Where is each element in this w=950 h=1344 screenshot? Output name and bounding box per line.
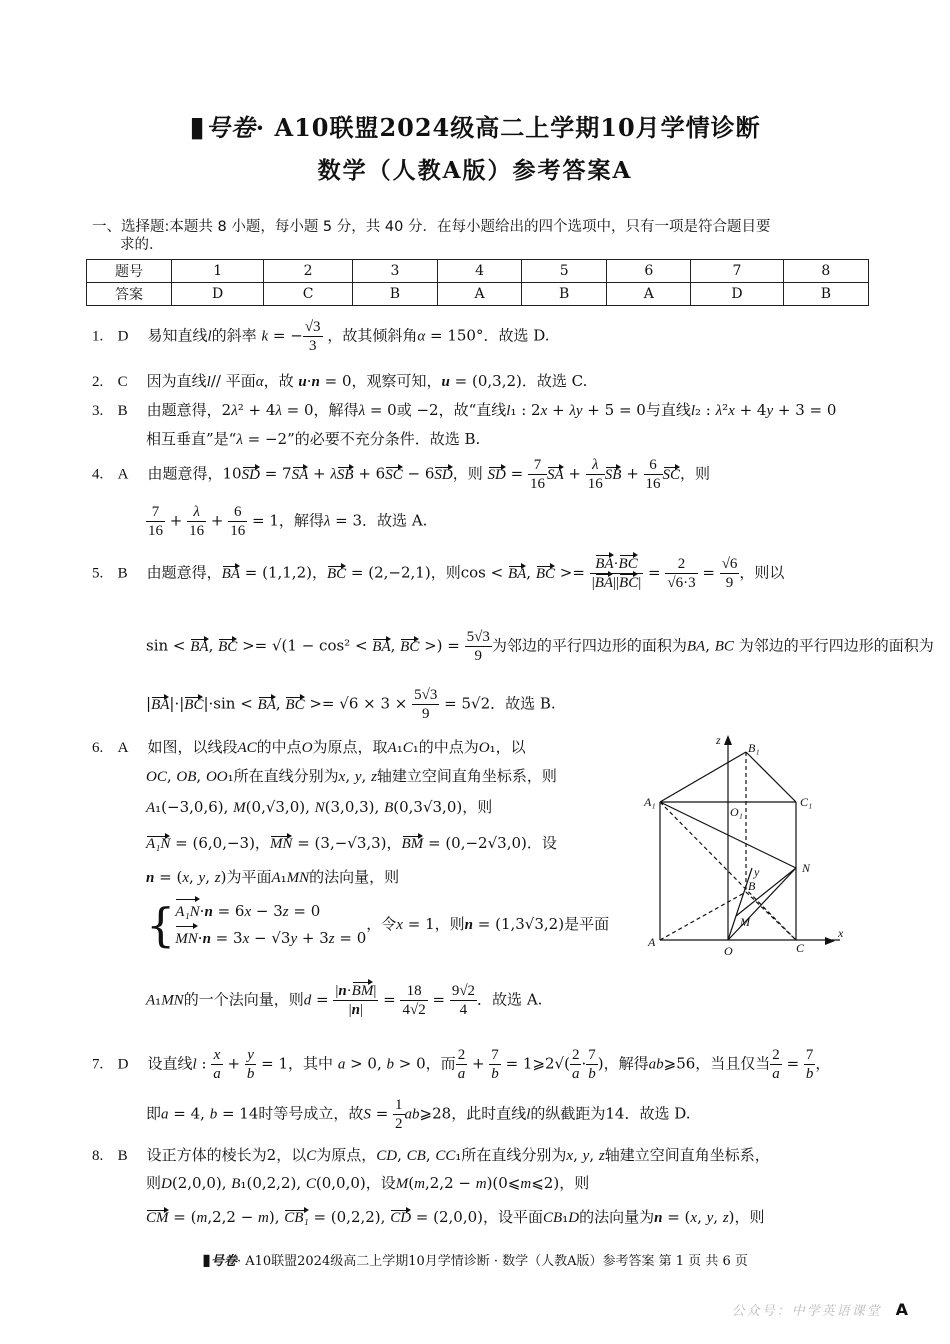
solution-6-l6: {A₁N·n = 6x − 3z = 0 MN·n = 3x − √3y + 3z = 0，令x = 1，则n = (1,3√3,2)是平面	[146, 898, 610, 952]
answer-table	[86, 259, 869, 306]
table-row	[87, 283, 869, 306]
table-cell: A	[607, 283, 691, 306]
label-y: y	[754, 865, 760, 879]
solution-1: 1. D 易知直线l的斜率 k = − $\frac{√3}{3}$ ，故其倾斜角α = 150°．故选 D.	[92, 319, 550, 354]
table-cell: B	[352, 283, 437, 306]
solution-6-l4: A₁N = (6,0,−3)，MN = (3,−√3,3)，BM = (0,−2√3,0)．设	[146, 834, 557, 852]
label-a: A	[648, 935, 656, 949]
table-cell: B	[522, 283, 607, 306]
solution-2: 2. C 因为直线l// 平面α，故 u·n = 0，观察可知，u = (0,3,2)．故选 C.	[92, 372, 588, 390]
label-b: B	[748, 879, 756, 893]
table-cell: 2	[264, 260, 352, 283]
segment-bc	[746, 892, 796, 940]
edge-a1b1	[660, 752, 746, 802]
table-cell: 4	[438, 260, 522, 283]
solution-6-l3: A₁(−3,0,6), M(0,√3,0), N(3,0,3), B(0,3√3,0)，则	[146, 798, 493, 816]
prism-diagram	[640, 730, 860, 960]
section-heading-line1: 一、选择题:本题共 8 小题，每小题 5 分，共 40 分．在每小题给出的四个选项中，只有一项是符合题目要	[92, 219, 771, 235]
solution-5-cont2: |BA|·|BC|·sin < BA, BC >= √6 × 3 × $\frac{5√3}{9}$ = 5√2．故选 B.	[146, 687, 556, 722]
label-m: M	[740, 915, 750, 929]
solution-5-cont: sin < BA, BC >= √(1 − cos² < BA, BC >) = $\frac{5√3}{9}$ 为邻边的平行四边形的面积为BA, BC 为邻边的平行四边形的面积为	[146, 629, 934, 664]
watermark: 公众号：中学英语课堂 A	[731, 1300, 910, 1319]
page-subtitle: 数学（人教A版）参考答案A	[317, 157, 633, 184]
label-n: N	[802, 861, 811, 875]
page-footer: ▮号卷· A10联盟2024级高二上学期10月学情诊断 · 数学（人教A版）参考答案 第 1 页 共 6 页	[202, 1250, 748, 1269]
solution-4: 4. A 由题意得，10SD = 7SA + λSB + 6SC − 6SD，则 SD = $\frac{7}{16}$ SA + $\frac{\lambda}{16}$ SB + $\frac{6}{16}$ SC，则	[92, 457, 711, 492]
solution-6-l5: n = (x, y, z)为平面A₁MN的法向量，则	[146, 868, 400, 886]
table-row	[87, 260, 869, 283]
table-cell: A	[438, 283, 522, 306]
label-c1: C₁	[800, 795, 813, 809]
footer-logo: ▮号卷	[202, 1250, 237, 1269]
table-cell: B	[783, 283, 868, 306]
section-heading-line2: 求的．	[120, 237, 164, 253]
label-o: O	[724, 944, 733, 958]
label-z: z	[716, 733, 721, 747]
section-heading	[92, 218, 872, 254]
table-header-cell: 答案	[87, 283, 172, 306]
table-cell: C	[264, 283, 352, 306]
label-a1: A₁	[644, 795, 656, 809]
page-title: ▮号卷· A10联盟2024级高二上学期10月学情诊断	[189, 110, 761, 143]
solution-4-cont: $\frac{7}{16}$ + $\frac{\lambda}{16}$ + $\frac{6}{16}$ = 1，解得λ = 3．故选 A.	[148, 504, 428, 539]
solution-8: 8. B 设正方体的棱长为2，以C为原点，CD, CB, CC₁所在直线分别为x, y, z轴建立空间直角坐标系，	[92, 1146, 770, 1164]
solution-7: 7. D 设直线l : $\frac{x}{a}$ + $\frac{y}{b}$ = 1，其中 a > 0, b > 0，而 $\frac{2}{a}$ + $\frac{7}{b}$ = 1⩾2√( $\frac{2}{a}$ · $\frac{7}{b}$ )，解得ab⩾56，当且仅当 $\frac{2}{a}$ = $\frac{7}{b}$ ，	[92, 1047, 831, 1082]
solution-6: 6. A 如图，以线段AC的中点O为原点，取A₁C₁的中点为O₁，以	[92, 738, 526, 756]
table-cell: 8	[783, 260, 868, 283]
label-b1: B₁	[748, 741, 760, 755]
label-o1: O₁	[730, 805, 743, 819]
table-cell: D	[172, 283, 264, 306]
solution-5: 5. B 由题意得，BA = (1,1,2)，BC = (2,−2,1)，则cos < BA, BC >= $\frac{BA\cdot BC}{|BA||BC|}$ = $\frac{2}{√6\cdot 3}$ = $\frac{√6}{9}$ ，则以	[92, 556, 785, 591]
solution-8-l3: CM = (m,2,2 − m), CB₁ = (0,2,2), CD = (2,0,0)，设平面CB₁D的法向量为n = (x, y, z)，则	[146, 1208, 765, 1226]
label-c: C	[796, 941, 805, 955]
segment-ab	[660, 892, 746, 940]
edge-b1c1	[746, 752, 796, 802]
label-x: x	[838, 926, 844, 940]
logo: ▮号卷	[189, 110, 256, 143]
table-cell: D	[691, 283, 783, 306]
solution-6-l2: OC, OB, OO₁所在直线分别为x, y, z轴建立空间直角坐标系，则	[146, 767, 557, 785]
table-cell: 3	[352, 260, 437, 283]
table-cell: 1	[172, 260, 264, 283]
table-cell: 5	[522, 260, 607, 283]
table-cell: 7	[691, 260, 783, 283]
solution-3-cont: 相互垂直”是“λ = −2”的必要不充分条件．故选 B.	[146, 430, 481, 448]
table-header-cell: 题号	[87, 260, 172, 283]
solution-7-cont: 即a = 4, b = 14时等号成立，故S = $\frac{1}{2}$ ab⩾28，此时直线l的纵截距为14．故选 D.	[146, 1097, 691, 1132]
solution-6-l7: A₁MN的一个法向量，则d = $\frac{|n\cdot BM|}{|n|}$ = $\frac{18}{4√2}$ = $\frac{9√2}{4}$ ．故选 A.	[146, 983, 543, 1018]
solution-3: 3. B 由题意得，2λ² + 4λ = 0，解得λ = 0或 −2，故“直线l₁ : 2x + λy + 5 = 0与直线l₂ : λ²x + 4y + 3 = 0	[92, 401, 837, 419]
table-cell: 6	[607, 260, 691, 283]
solution-8-l2: 则D(2,0,0), B₁(0,2,2), C(0,0,0)，设M(m,2,2 − m)(0⩽m⩽2)，则	[146, 1174, 590, 1192]
